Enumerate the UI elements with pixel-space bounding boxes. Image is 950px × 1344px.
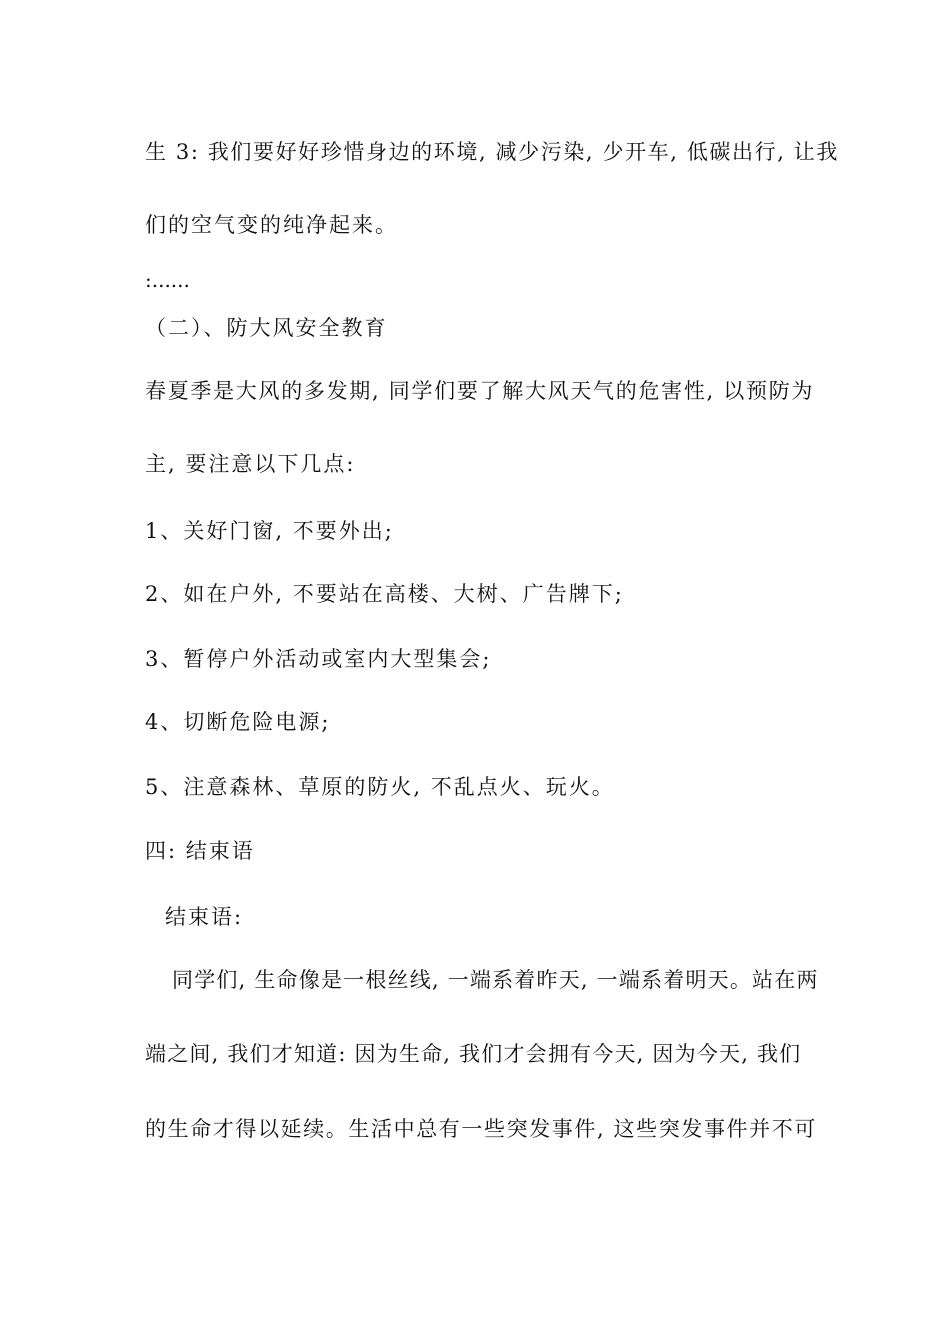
section-heading: 四: 结束语 (145, 839, 255, 863)
list-item: 1、关好门窗, 不要外出; (145, 519, 394, 543)
ellipsis-line: :...... (145, 268, 190, 292)
list-item: 4、切断危险电源; (145, 710, 331, 734)
paragraph-line: 主, 要注意以下几点: (145, 452, 356, 476)
list-item: 2、如在户外, 不要站在高楼、大树、广告牌下; (145, 582, 624, 606)
paragraph-line: 端之间, 我们才知道: 因为生命, 我们才会拥有今天, 因为今天, 我们 (145, 1042, 802, 1066)
paragraph-line: 的生命才得以延续。生活中总有一些突发事件, 这些突发事件并不可 (145, 1117, 817, 1141)
section-heading: （二）、防大风安全教育 (145, 316, 388, 340)
paragraph-line: 们的空气变的纯净起来。 (145, 213, 398, 237)
paragraph-line: 同学们, 生命像是一根丝线, 一端系着昨天, 一端系着明天。站在两 (172, 968, 819, 992)
subheading: 结束语: (165, 905, 244, 929)
paragraph-line: 春夏季是大风的多发期, 同学们要了解大风天气的危害性, 以预防为 (145, 379, 815, 403)
paragraph-line: 生 3: 我们要好好珍惜身边的环境, 减少污染, 少开车, 低碳出行, 让我 (145, 140, 839, 164)
list-item: 3、暂停户外活动或室内大型集会; (145, 647, 492, 671)
list-item: 5、注意森林、草原的防火, 不乱点火、玩火。 (145, 775, 615, 799)
